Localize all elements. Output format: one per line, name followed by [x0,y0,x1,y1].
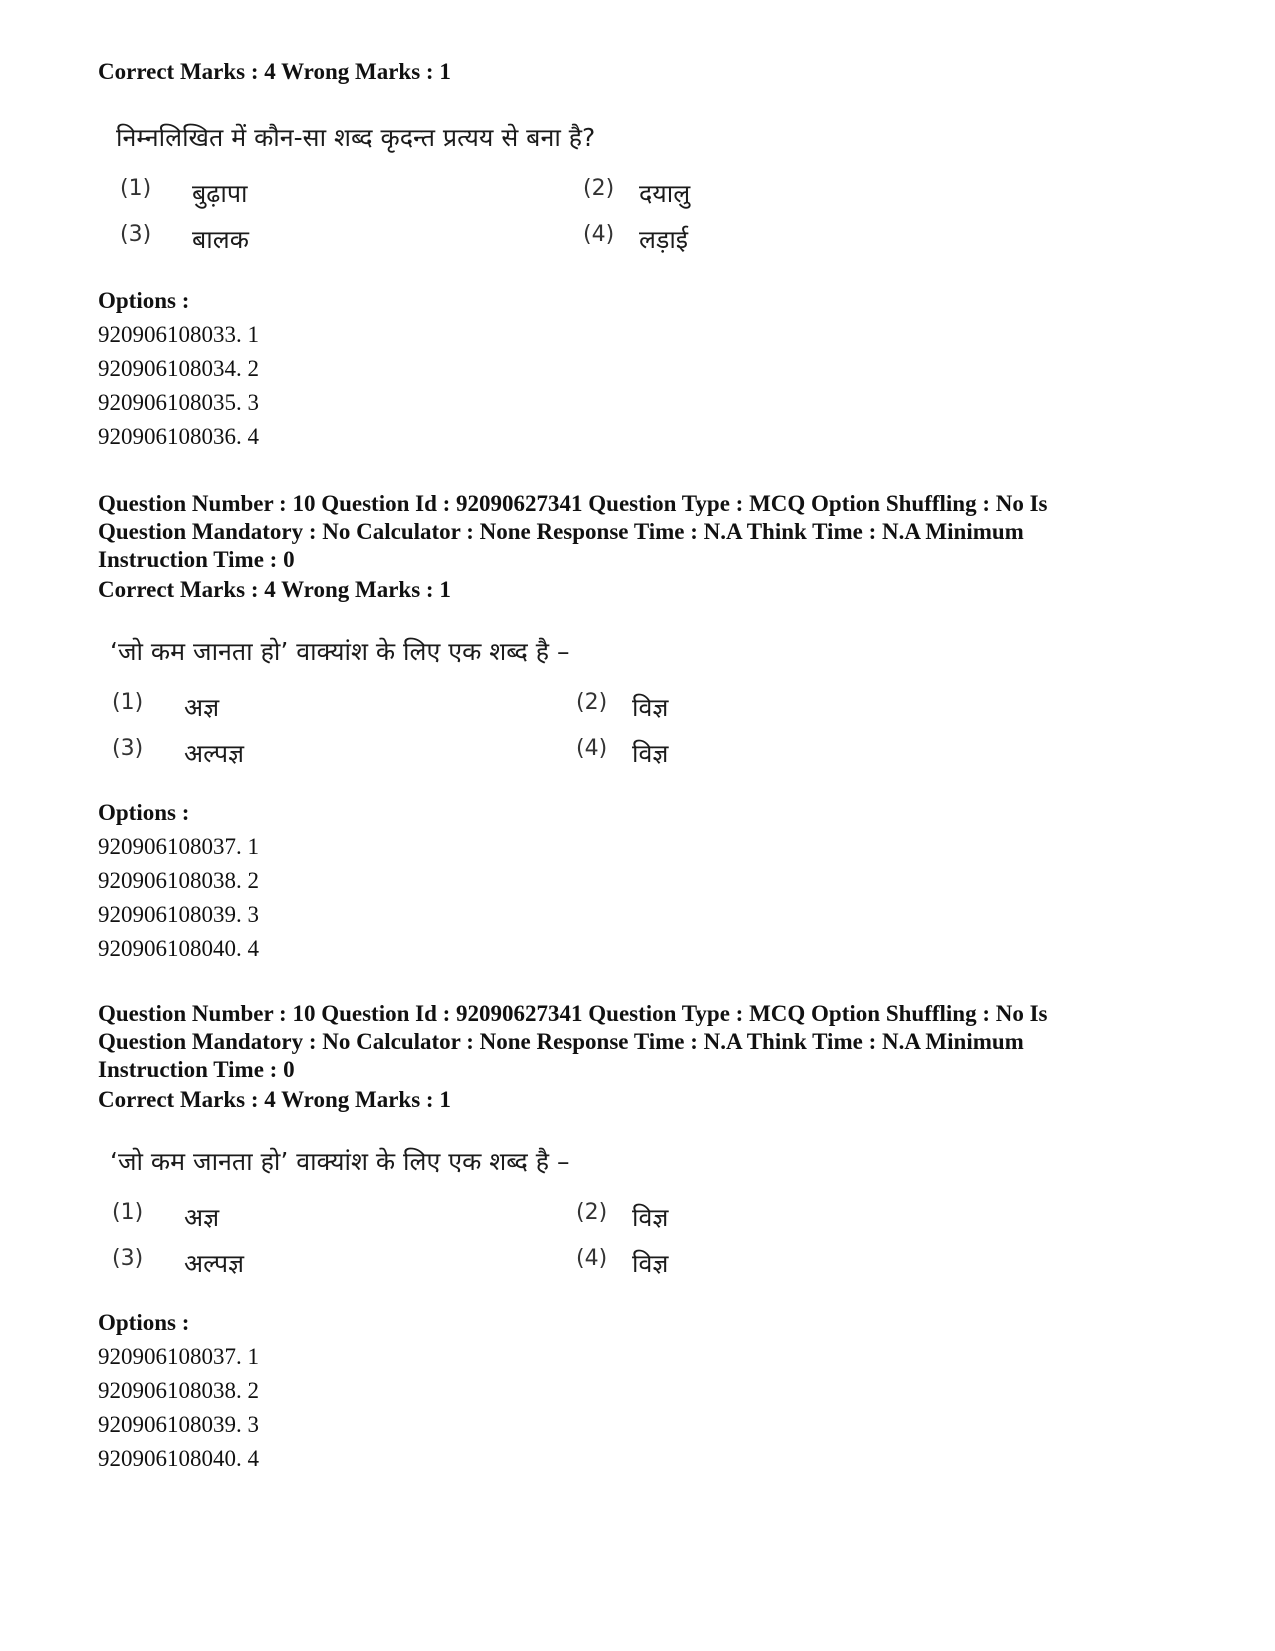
choice-number: (2) [583,176,615,201]
option-row: 920906108037. 1 [98,1344,259,1369]
choice-number: (2) [576,1200,608,1225]
question-block-3 [98,1000,1188,1471]
choice-text: विज्ञ [632,1203,669,1232]
choice-text: अज्ञ [184,1203,220,1232]
meta-line: Instruction Time : 0 [98,1057,295,1082]
option-row: 920906108040. 4 [98,936,259,961]
options-title: Options : [98,1310,190,1335]
option-row: 920906108039. 3 [98,1412,259,1437]
choice-number: (3) [112,736,144,761]
choice-text: बुढ़ापा [192,179,248,208]
option-row: 920906108040. 4 [98,1446,259,1471]
options-title: Options : [98,800,190,825]
choice-number: (4) [583,222,615,247]
option-row: 920906108036. 4 [98,424,259,449]
choice-text: विज्ञ [632,1249,669,1278]
option-row: 920906108038. 2 [98,868,259,893]
choice-text: अज्ञ [184,693,220,722]
choice-text: अल्पज्ञ [184,1249,245,1278]
question-text: ‘जो कम जानता हो’ वाक्यांश के लिए एक शब्द है – [110,637,570,666]
choice-number: (1) [112,690,144,715]
question-text: ‘जो कम जानता हो’ वाक्यांश के लिए एक शब्द है – [110,1147,570,1176]
meta-line: Question Number : 10 Question Id : 92090627341 Question Type : MCQ Option Shuffling : No Is [98,491,1048,516]
question-text: निम्नलिखित में कौन-सा शब्द कृदन्त प्रत्यय से बना है? [116,123,596,152]
choice-number: (2) [576,690,608,715]
choice-number: (3) [112,1246,144,1271]
marks-line: Correct Marks : 4 Wrong Marks : 1 [98,59,451,84]
option-row: 920906108037. 1 [98,834,259,859]
option-row: 920906108034. 2 [98,356,259,381]
meta-line: Question Mandatory : No Calculator : None Response Time : N.A Think Time : N.A Minimum [98,519,1024,544]
choice-text: विज्ञ [632,739,669,768]
choice-text: अल्पज्ञ [184,739,245,768]
question-meta [98,1000,1188,1084]
meta-line: Question Number : 10 Question Id : 92090627341 Question Type : MCQ Option Shuffling : No Is [98,1001,1048,1026]
options-list [98,796,259,966]
choice-number: (1) [112,1200,144,1225]
option-row: 920906108039. 3 [98,902,259,927]
question-block-2 [98,490,1188,961]
choice-text: बालक [192,225,249,254]
marks-line: Correct Marks : 4 Wrong Marks : 1 [98,577,451,602]
choice-text: दयालु [639,179,691,208]
choice-text: विज्ञ [632,693,669,722]
choice-number: (4) [576,1246,608,1271]
choice-text: लड़ाई [639,225,689,254]
marks-line: Correct Marks : 4 Wrong Marks : 1 [98,1087,451,1112]
choice-number: (3) [120,222,152,247]
options-list [98,284,259,454]
choice-number: (4) [576,736,608,761]
question-meta [98,490,1188,574]
option-row: 920906108035. 3 [98,390,259,415]
option-row: 920906108038. 2 [98,1378,259,1403]
options-list [98,1306,259,1476]
option-row: 920906108033. 1 [98,322,259,347]
meta-line: Instruction Time : 0 [98,547,295,572]
choice-number: (1) [120,176,152,201]
meta-line: Question Mandatory : No Calculator : None Response Time : N.A Think Time : N.A Minimum [98,1029,1024,1054]
options-title: Options : [98,288,190,313]
